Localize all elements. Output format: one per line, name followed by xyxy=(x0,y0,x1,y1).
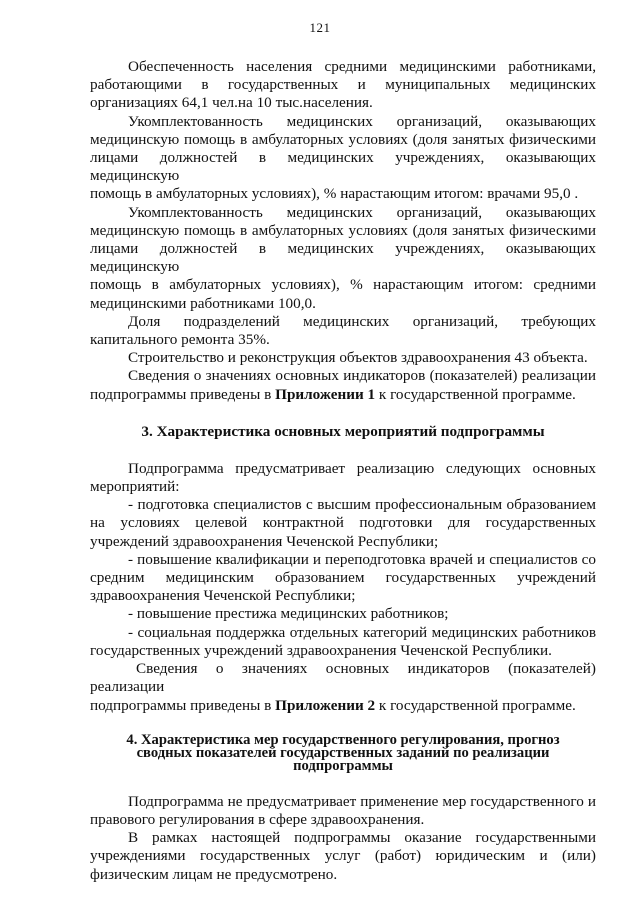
heading-line: подпрограммы xyxy=(293,757,393,774)
paragraph-line: Укомплектованность медицинских организаций, оказывающих xyxy=(128,203,596,221)
list-item-line: - повышение квалификации и переподготовка врачей и специалистов со xyxy=(128,550,596,568)
paragraph-line: Сведения о значениях основных индикаторов (показателей) реализации xyxy=(90,660,596,696)
appendix-reference: Приложении 2 xyxy=(275,696,376,714)
paragraph-line: медицинскую помощь в амбулаторных условиях (доля занятых физическими xyxy=(90,130,596,148)
section-3-heading: 3. Характеристика основных мероприятий подпрограммы xyxy=(141,422,545,440)
paragraph-line: мероприятий: xyxy=(90,478,180,496)
paragraph-line: Доля подразделений медицинских организаций, требующих xyxy=(128,312,596,330)
paragraph-line: Подпрограмма не предусматривает применение мер государственного и xyxy=(128,792,596,810)
paragraph-line: Строительство и реконструкция объектов здравоохранения 43 объекта. xyxy=(128,349,588,367)
paragraph-line: учреждениями государственных услуг (работ) юридическим и (или) xyxy=(90,847,596,865)
list-item-line: - социальная поддержка отдельных категорий медицинских работников xyxy=(128,623,596,641)
list-item-line: учреждений здравоохранения Чеченской Республики; xyxy=(90,532,439,550)
paragraph-line: лицами должностей в медицинских учреждениях, оказывающих медицинскую xyxy=(90,240,596,276)
paragraph-line: работающими в государственных и муниципальных медицинских xyxy=(90,76,596,94)
paragraph-line: помощь в амбулаторных условиях), % нарастающим итогом: средними xyxy=(90,276,596,294)
section-4-heading xyxy=(90,731,596,774)
paragraph-line: капитального ремонта 35%. xyxy=(90,331,270,349)
list-item-line: средним медицинским образованием государственных учреждений xyxy=(90,569,596,587)
paragraph-line: медицинскую помощь в амбулаторных условиях (доля занятых физическими xyxy=(90,221,596,239)
paragraph-line: медицинскими работниками 100,0. xyxy=(90,294,316,312)
section-2-tail xyxy=(90,58,596,404)
paragraph-line: организациях 64,1 чел.на 10 тыс.населения. xyxy=(90,94,373,112)
paragraph-line: правового регулирования в сфере здравоохранения. xyxy=(90,810,425,828)
heading-line: сводных показателей государственных заданий по реализации xyxy=(136,744,550,761)
text-run: подпрограммы приведены в xyxy=(90,385,276,403)
paragraph-line: физическим лицам не предусмотрено. xyxy=(90,865,338,883)
paragraph-line: Подпрограмма предусматривает реализацию следующих основных xyxy=(128,459,596,477)
appendix-reference: Приложении 1 xyxy=(275,385,376,403)
paragraph-line: Укомплектованность медицинских организаций, оказывающих xyxy=(128,112,596,130)
section-3-body xyxy=(90,460,596,715)
paragraph-line: лицами должностей в медицинских учреждениях, оказывающих медицинскую xyxy=(90,149,596,185)
paragraph-line xyxy=(90,697,596,715)
list-item-line: - повышение престижа медицинских работников; xyxy=(128,605,449,623)
paragraph-line: В рамках настоящей подпрограммы оказание государственными xyxy=(128,829,596,847)
paragraph-line: Обеспеченность населения средними медицинскими работниками, xyxy=(128,58,596,75)
list-item-line: - подготовка специалистов с высшим профессиональным образованием xyxy=(128,496,596,514)
paragraph-line: помощь в амбулаторных условиях), % нарастающим итогом: врачами 95,0 . xyxy=(90,185,579,203)
text-run: к государственной программе. xyxy=(375,385,576,403)
list-item-line: здравоохранения Чеченской Республики; xyxy=(90,587,356,605)
paragraph-line xyxy=(90,386,596,404)
list-item-line: государственных учреждений здравоохранения Чеченской Республики. xyxy=(90,641,552,659)
text-run: к государственной программе. xyxy=(375,696,576,714)
paragraph-line: Сведения о значениях основных индикаторов (показателей) реализации xyxy=(128,367,596,385)
text-run: подпрограммы приведены в xyxy=(90,696,276,714)
heading-line: 4. Характеристика мер государственного регулирования, прогноз xyxy=(126,731,560,748)
list-item-line: на условиях целевой контрактной подготовки для государственных xyxy=(90,514,596,532)
page-number: 121 xyxy=(309,20,331,35)
section-4-body xyxy=(90,793,596,884)
document-body xyxy=(90,58,596,884)
